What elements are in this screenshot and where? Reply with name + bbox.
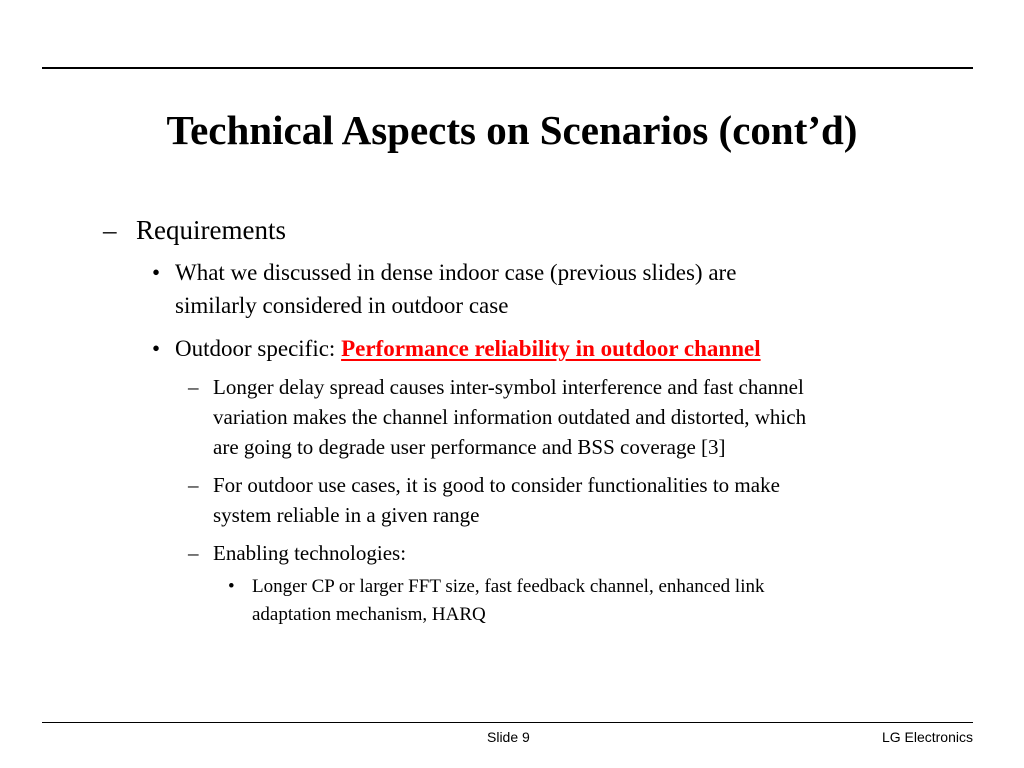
- requirements-heading: Requirements: [136, 215, 286, 245]
- delay-spread-line-3: are going to degrade user performance and BSS coverage [3]: [213, 435, 726, 459]
- delay-spread-line-1: Longer delay spread causes inter-symbol interference and fast channel: [213, 375, 804, 399]
- company-name: LG Electronics: [881, 729, 973, 745]
- bottom-divider: [42, 722, 973, 723]
- technologies-list-line-2: adaptation mechanism, HARQ: [252, 604, 486, 625]
- bullet-indoor-line-1: What we discussed in dense indoor case (previous slides) are: [175, 260, 737, 285]
- technologies-list-line-1: Longer CP or larger FFT size, fast feedback channel, enhanced link: [252, 576, 765, 597]
- bullet-marker: •: [152, 336, 161, 361]
- slide-title: Technical Aspects on Scenarios (cont’d): [166, 107, 858, 153]
- dash-marker: –: [188, 541, 199, 565]
- delay-spread-line-2: variation makes the channel information outdated and distorted, which: [213, 405, 807, 429]
- bullet-marker: •: [152, 260, 161, 285]
- bullet-indoor-line-2: similarly considered in outdoor case: [175, 293, 509, 318]
- enabling-technologies-heading: Enabling technologies:: [213, 541, 407, 565]
- performance-reliability-highlight: Performance reliability in outdoor channel: [341, 336, 761, 361]
- dash-marker: –: [103, 215, 117, 245]
- outdoor-use-cases-line-1: For outdoor use cases, it is good to consider functionalities to make: [213, 473, 780, 497]
- dash-marker: –: [188, 375, 199, 399]
- outdoor-use-cases-line-2: system reliable in a given range: [213, 503, 480, 527]
- bullet-outdoor-specific: [175, 333, 761, 365]
- slide-number: Slide 9: [487, 729, 530, 745]
- outdoor-specific-prefix: Outdoor specific:: [175, 336, 342, 361]
- top-divider: [42, 67, 973, 69]
- bullet-marker: •: [228, 576, 235, 597]
- dash-marker: –: [188, 473, 199, 497]
